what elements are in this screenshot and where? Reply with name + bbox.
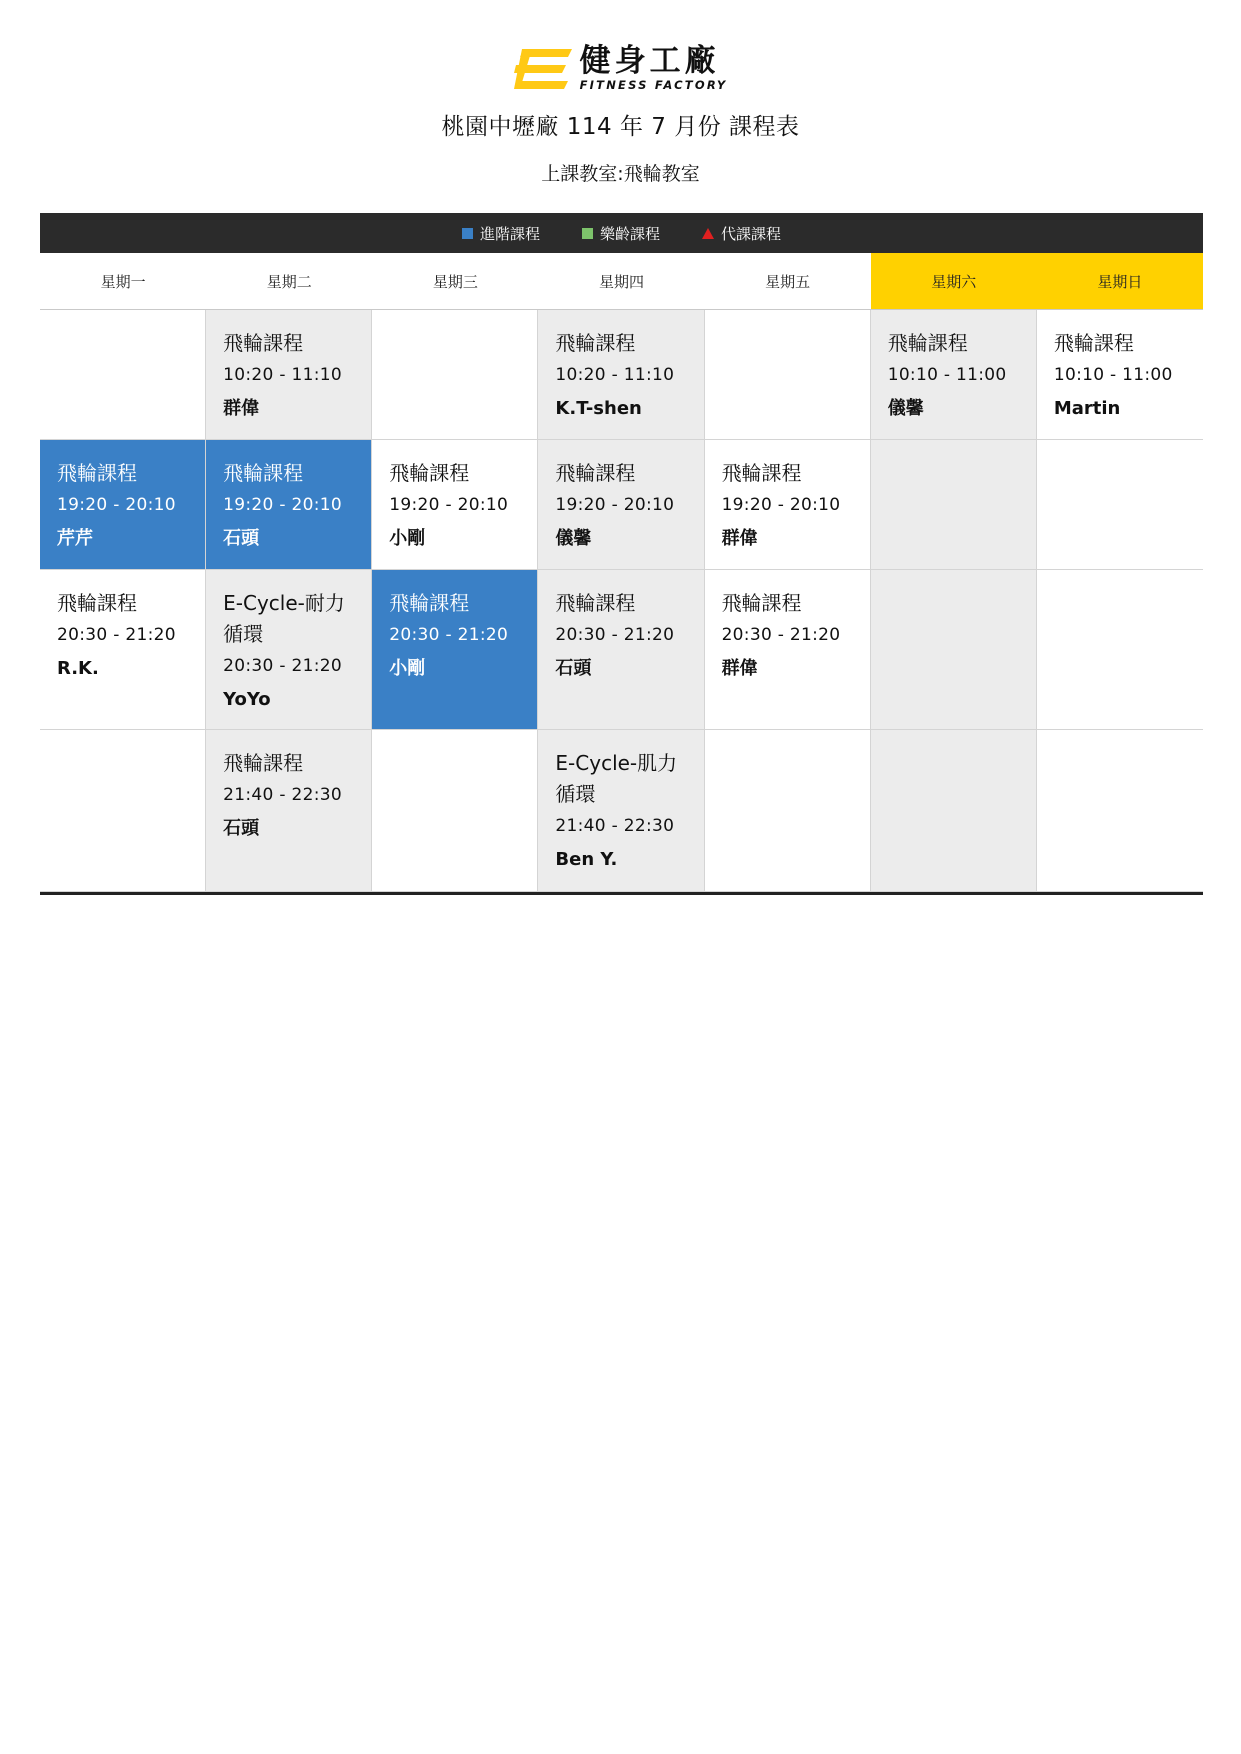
class-coach: 石頭: [223, 818, 260, 839]
class-time: 20:30 - 21:20: [223, 656, 342, 676]
schedule-grid: [40, 253, 1203, 895]
fitness-factory-e-logo-icon: [514, 47, 574, 91]
blue-square-icon: [462, 228, 473, 239]
class-time: 21:40 - 22:30: [223, 785, 342, 805]
empty-slot: [705, 310, 871, 440]
empty-slot: [1037, 730, 1203, 892]
class-time: 10:20 - 11:10: [555, 365, 675, 385]
empty-slot: [40, 310, 206, 440]
class-coach: Martin: [1053, 398, 1121, 419]
logo-english-name: FITNESS FACTORY: [579, 78, 728, 93]
class-slot: [206, 730, 372, 892]
class-coach: 群偉: [721, 528, 758, 549]
day-header-saturday: 星期六: [871, 253, 1037, 310]
class-coach: 儀馨: [887, 398, 924, 419]
class-time: 19:20 - 20:10: [721, 495, 841, 515]
class-slot: [705, 570, 871, 730]
class-time: 20:30 - 21:20: [57, 625, 176, 645]
empty-slot: [705, 730, 871, 892]
legend-bar: [40, 213, 1203, 253]
class-coach: YoYo: [223, 689, 271, 710]
class-time: 21:40 - 22:30: [555, 816, 675, 836]
legend-item-senior: [582, 223, 660, 244]
class-time: 10:10 - 11:00: [887, 365, 1007, 385]
class-coach: 小剛: [389, 528, 426, 549]
logo-inner: [514, 43, 728, 93]
class-coach: 石頭: [223, 528, 260, 549]
day-header-friday: 星期五: [705, 253, 871, 310]
class-name: 飛輪課程: [389, 461, 470, 485]
class-coach: Ben Y.: [555, 849, 618, 870]
class-name: E-Cycle-肌力循環: [555, 751, 678, 806]
empty-slot: [871, 440, 1037, 570]
class-name: 飛輪課程: [555, 461, 636, 485]
class-name: 飛輪課程: [389, 591, 470, 615]
day-header-monday: 星期一: [40, 253, 206, 310]
class-slot: [871, 310, 1037, 440]
class-coach: 芹芹: [57, 528, 93, 549]
class-time: 10:20 - 11:10: [223, 365, 342, 385]
class-slot: [206, 310, 372, 440]
legend-label: 進階課程: [479, 224, 540, 243]
class-slot: [538, 310, 704, 440]
day-header-wednesday: 星期三: [372, 253, 538, 310]
empty-slot: [871, 730, 1037, 892]
class-time: 19:20 - 20:10: [389, 495, 509, 515]
legend-label: 樂齡課程: [599, 224, 660, 243]
empty-slot: [1037, 440, 1203, 570]
class-slot: [372, 570, 538, 730]
legend-item-advanced: [462, 223, 540, 244]
empty-slot: [871, 570, 1037, 730]
class-slot: [206, 440, 372, 570]
class-name: 飛輪課程: [223, 331, 304, 355]
class-slot: [40, 440, 206, 570]
class-name: 飛輪課程: [57, 461, 137, 485]
class-name: 飛輪課程: [721, 591, 802, 615]
class-slot: [206, 570, 372, 730]
class-name: 飛輪課程: [721, 461, 802, 485]
class-coach: K.T-shen: [555, 398, 642, 419]
empty-slot: [40, 730, 206, 892]
class-name: 飛輪課程: [223, 751, 304, 775]
class-slot: [40, 570, 206, 730]
class-coach: 小剛: [389, 658, 426, 679]
class-coach: 群偉: [223, 398, 260, 419]
green-square-icon: [582, 228, 593, 239]
empty-slot: [372, 310, 538, 440]
class-coach: 群偉: [721, 658, 758, 679]
empty-slot: [1037, 570, 1203, 730]
logo-chinese-name: 健身工廠: [579, 43, 720, 80]
logo-text: [579, 43, 728, 93]
class-time: 19:20 - 20:10: [555, 495, 675, 515]
class-slot: [372, 440, 538, 570]
class-coach: 石頭: [555, 658, 592, 679]
class-slot: [705, 440, 871, 570]
class-coach: R.K.: [57, 658, 99, 679]
class-name: 飛輪課程: [555, 591, 636, 615]
red-triangle-icon: [702, 228, 714, 239]
class-time: 19:20 - 20:10: [57, 495, 176, 515]
class-name: 飛輪課程: [1053, 331, 1134, 355]
classroom-subtitle: 上課教室:飛輪教室: [541, 163, 700, 185]
class-coach: 儀馨: [555, 528, 592, 549]
class-slot: [538, 570, 704, 730]
day-header-thursday: 星期四: [538, 253, 704, 310]
page-title: 桃園中壢廠 114 年 7 月份 課程表: [441, 114, 800, 140]
class-name: 飛輪課程: [57, 591, 137, 615]
day-header-sunday: 星期日: [1037, 253, 1203, 310]
class-time: 10:10 - 11:00: [1053, 365, 1173, 385]
class-name: 飛輪課程: [555, 331, 636, 355]
empty-slot: [372, 730, 538, 892]
class-name: 飛輪課程: [223, 461, 304, 485]
class-time: 20:30 - 21:20: [389, 625, 509, 645]
class-time: 20:30 - 21:20: [721, 625, 841, 645]
legend-label: 代課課程: [721, 224, 782, 243]
class-time: 20:30 - 21:20: [555, 625, 675, 645]
legend-item-substitute: [702, 223, 781, 244]
class-slot: [1037, 310, 1203, 440]
day-header-tuesday: 星期二: [206, 253, 372, 310]
class-slot: [538, 440, 704, 570]
class-time: 19:20 - 20:10: [223, 495, 342, 515]
class-name: E-Cycle-耐力循環: [223, 591, 345, 646]
class-name: 飛輪課程: [887, 331, 968, 355]
brand-logo: [0, 44, 1241, 94]
class-slot: [538, 730, 704, 892]
